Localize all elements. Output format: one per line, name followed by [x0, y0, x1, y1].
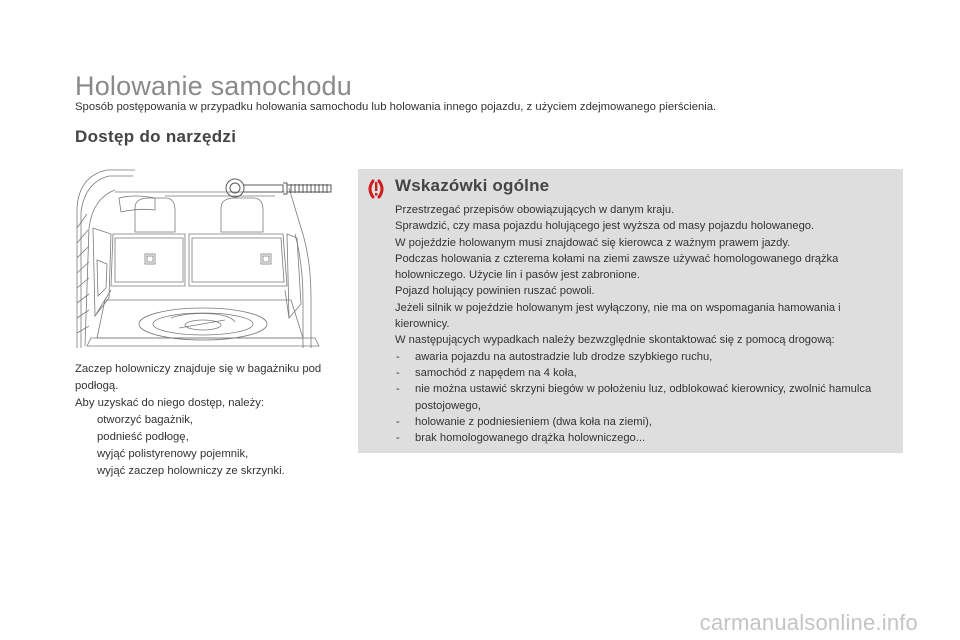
list-item	[395, 349, 890, 365]
step-text: wyjąć zaczep holowniczy ze skrzynki.	[97, 465, 285, 477]
step-text: podnieść podłogę,	[97, 431, 189, 443]
box-heading: Wskazówki ogólne	[395, 176, 550, 195]
advice-paragraph: W następujących wypadkach należy bezwzględnie skontaktować się z pomocą drogową:	[395, 334, 835, 347]
dash-mark: -	[396, 383, 400, 396]
advice-paragraph: Pojazd holujący powinien ruszać powoli.	[395, 285, 595, 298]
advice-paragraph: W pojeździe holowanym musi znajdować się kierowca z ważnym prawem jazdy.	[395, 236, 791, 249]
left-paragraph-location: Zaczep holowniczy znajduje się w bagażniku pod podłogą.	[75, 363, 322, 392]
box-body	[395, 202, 890, 446]
list-item	[75, 463, 340, 480]
general-advice-box	[358, 169, 903, 453]
list-item	[75, 429, 340, 446]
dash-mark: -	[396, 366, 400, 379]
dash-mark: -	[396, 415, 400, 428]
case-text: brak homologowanego drążka holowniczego...	[415, 432, 646, 445]
advice-paragraph: Sprawdzić, czy masa pojazdu holującego jest wyższa od masy pojazdu holowanego.	[395, 220, 815, 233]
dash-mark: -	[396, 350, 400, 363]
list-item	[395, 381, 890, 414]
cases-list	[395, 349, 890, 447]
list-item	[395, 430, 890, 446]
left-paragraph-access: Aby uzyskać do niego dostęp, należy:	[75, 397, 265, 409]
list-item	[395, 414, 890, 430]
step-text: otworzyć bagażnik,	[97, 414, 194, 426]
advice-paragraph: Jeżeli silnik w pojeździe holowanym jest wyłączony, nie ma on wspomagania hamowania i kierownicy.	[395, 301, 841, 331]
section-heading: Dostęp do narzędzi	[75, 127, 237, 146]
advice-paragraph: Przestrzegać przepisów obowiązujących w danym kraju.	[395, 204, 675, 216]
steps-list	[75, 412, 340, 480]
case-text: samochód z napędem na 4 koła,	[415, 366, 577, 379]
list-item	[75, 446, 340, 463]
page-subtitle: Sposób postępowania w przypadku holowania samochodu lub holowania innego pojazdu, z użyciem zdejmowanego pierścienia.	[75, 101, 717, 113]
left-instructions	[75, 361, 340, 480]
step-text: wyjąć polistyrenowy pojemnik,	[97, 448, 249, 460]
warning-icon	[365, 178, 387, 200]
case-text: awaria pojazdu na autostradzie lub drodze szybkiego ruchu,	[415, 350, 713, 363]
trunk-illustration	[75, 168, 335, 350]
dash-mark: -	[396, 432, 400, 445]
case-text: nie można ustawić skrzyni biegów w położeniu luz, odblokować kierownicy, zwolnić hamulca postojowego,	[415, 383, 872, 412]
list-item	[75, 412, 340, 429]
case-text: holowanie z podniesieniem (dwa koła na ziemi),	[415, 415, 652, 428]
watermark: carmanualsonline.info	[699, 610, 918, 635]
list-item	[395, 365, 890, 381]
page-title: Holowanie samochodu	[75, 71, 352, 101]
advice-paragraph: Podczas holowania z czterema kołami na ziemi zawsze używać homologowanego drążka holowniczego. Użycie lin i pasów jest zabronione.	[395, 252, 839, 282]
